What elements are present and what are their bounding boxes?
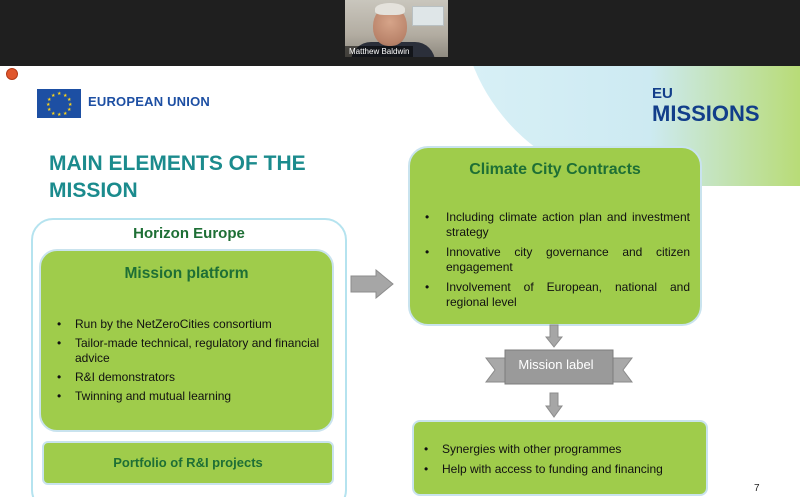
horizon-europe-box xyxy=(31,218,347,497)
list-item: • R&I demonstrators xyxy=(55,370,320,385)
video-background-window xyxy=(412,6,444,26)
list-item: • Including climate action plan and investment strategy xyxy=(422,210,690,240)
climate-city-contracts-list xyxy=(422,210,690,315)
eu-missions-logo xyxy=(652,84,760,124)
slide-title: MAIN ELEMENTS OF THE MISSION xyxy=(49,152,306,202)
list-item: • Tailor-made technical, regulatory and financial advice xyxy=(55,336,320,366)
participant-video-tile[interactable] xyxy=(345,0,448,57)
climate-city-contracts-title: Climate City Contracts xyxy=(469,161,641,178)
page-number: 7 xyxy=(754,483,760,494)
participant-hair xyxy=(375,3,405,15)
mission-label-text: Mission label xyxy=(518,357,594,372)
mission-platform-list xyxy=(55,317,320,408)
list-item: • Twinning and mutual learning xyxy=(55,389,320,404)
list-item: • Synergies with other programmes xyxy=(422,442,702,457)
mission-platform-title: Mission platform xyxy=(124,265,249,282)
synergies-box xyxy=(412,420,708,496)
eu-logo-text: EUROPEAN UNION xyxy=(88,94,210,109)
arrow-down-icon xyxy=(545,392,563,418)
synergies-list xyxy=(422,442,702,482)
horizon-europe-title: Horizon Europe xyxy=(133,225,245,242)
shared-slide xyxy=(0,66,800,497)
participant-name: Matthew Baldwin xyxy=(345,46,413,57)
recording-indicator-icon xyxy=(6,68,18,80)
list-item: • Help with access to funding and financing xyxy=(422,462,702,477)
list-item: • Run by the NetZeroCities consortium xyxy=(55,317,320,332)
arrow-right-icon xyxy=(350,269,394,299)
climate-city-contracts-box xyxy=(408,146,702,326)
arrow-down-icon xyxy=(545,324,563,348)
list-item: • Involvement of European, national and regional level xyxy=(422,280,690,310)
mission-platform-box xyxy=(39,249,334,432)
list-item: • Innovative city governance and citizen engagement xyxy=(422,245,690,275)
missions-logo-line1: EU xyxy=(652,85,673,102)
portfolio-box: Portfolio of R&I projects xyxy=(42,441,334,485)
missions-logo-line2: MISSIONS xyxy=(652,101,760,126)
eu-flag-icon: ★ ★ ★ ★ ★ ★ ★ ★ ★ ★ ★ ★ xyxy=(37,89,81,118)
meeting-top-bar xyxy=(0,0,800,66)
